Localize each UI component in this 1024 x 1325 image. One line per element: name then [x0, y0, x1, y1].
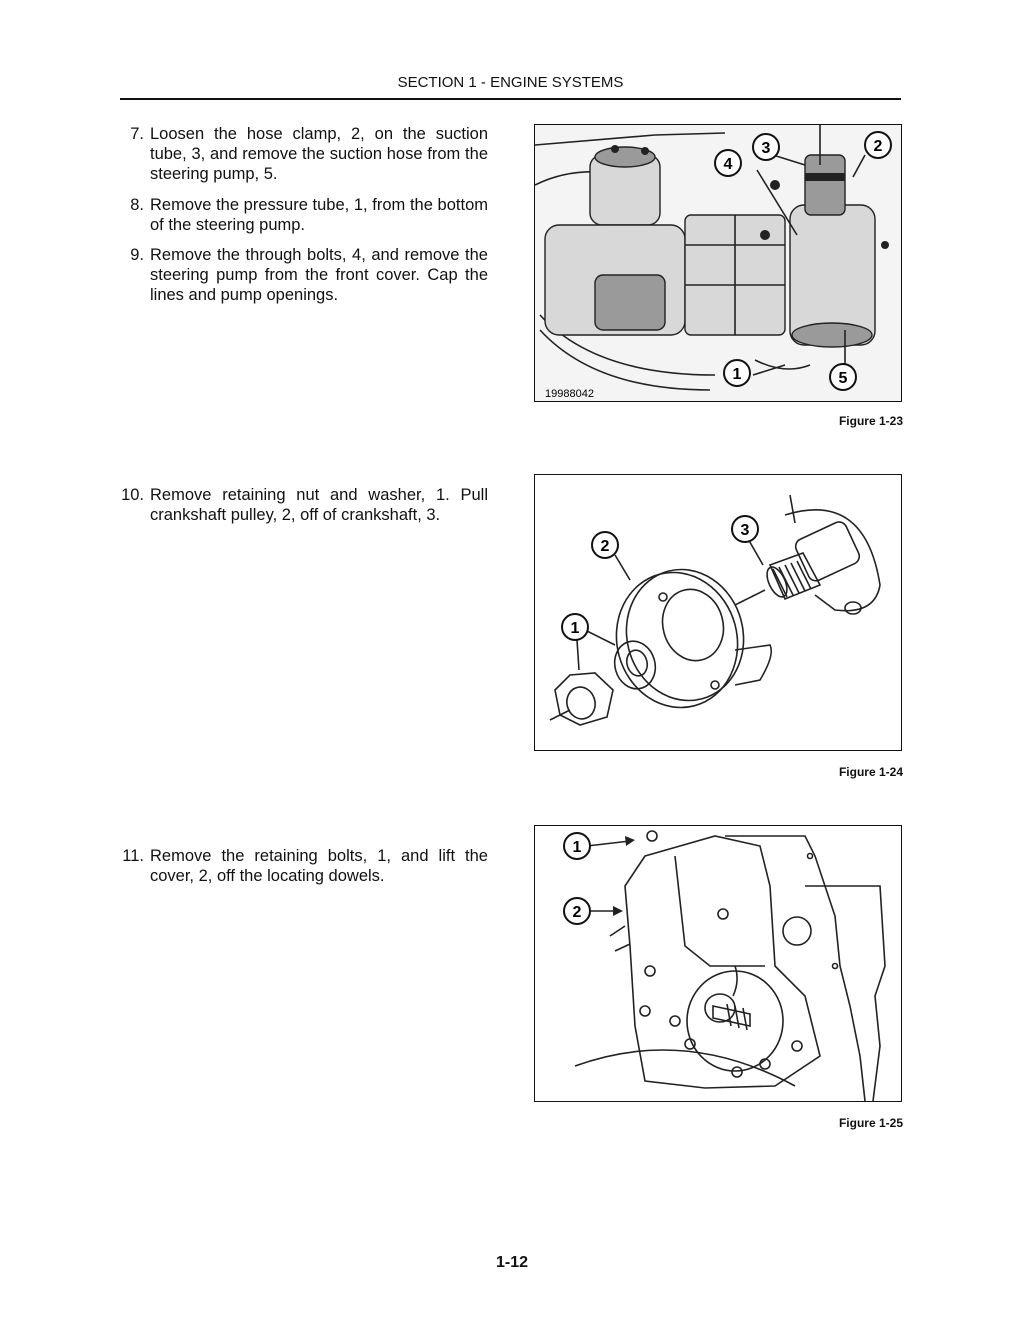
- callout-2: [592, 532, 618, 558]
- step-9: [108, 245, 488, 305]
- section-header: [120, 74, 901, 100]
- figure-1-23-caption: Figure 1-23: [838, 414, 903, 428]
- section-title: SECTION 1 - ENGINE SYSTEMS: [397, 74, 624, 91]
- svg-text:2: 2: [873, 138, 883, 155]
- svg-text:2: 2: [572, 904, 582, 921]
- image-id: 19988042: [545, 388, 594, 400]
- figure-1-24-image: [534, 474, 902, 751]
- step-text: Loosen the hose clamp, 2, on the suction tube, 3, and remove the suction hose from the steering pump, 5.: [150, 125, 488, 183]
- figure-1-25-caption: Figure 1-25: [838, 1116, 903, 1130]
- step-8: [108, 195, 488, 235]
- step-number: 8.: [130, 196, 144, 214]
- figure-1-24-caption: Figure 1-24: [838, 765, 903, 779]
- step-number: 7.: [130, 125, 144, 143]
- callout-2: [865, 132, 891, 158]
- step-text: Remove the through bolts, 4, and remove the steering pump from the front cover. Cap the lines and pump openings.: [150, 246, 488, 304]
- step-number: 11.: [122, 847, 144, 865]
- callout-1: [724, 360, 750, 386]
- svg-text:5: 5: [838, 370, 848, 387]
- svg-text:3: 3: [740, 522, 750, 539]
- callout-3: [753, 134, 779, 160]
- callout-1: [562, 614, 588, 640]
- front-cover-illustration: [535, 826, 901, 1101]
- callout-4: [715, 150, 741, 176]
- step-number: 9.: [130, 246, 144, 264]
- callout-2: [564, 898, 590, 924]
- figure-1-23-image: [534, 124, 902, 402]
- step-text: Remove retaining nut and washer, 1. Pull crankshaft pulley, 2, off of crankshaft, 3.: [150, 486, 488, 524]
- svg-text:1: 1: [732, 366, 742, 383]
- step-text: Remove the retaining bolts, 1, and lift the cover, 2, off the locating dowels.: [150, 847, 488, 885]
- callout-3: [732, 516, 758, 542]
- callout-5: [830, 364, 856, 390]
- svg-text:3: 3: [761, 140, 771, 157]
- step-7: [108, 124, 488, 184]
- callout-1: [564, 833, 590, 859]
- figure-1-25-image: [534, 825, 902, 1102]
- page-number: 1-12: [495, 1254, 529, 1271]
- svg-text:2: 2: [600, 538, 610, 555]
- step-10: [108, 485, 488, 525]
- svg-text:1: 1: [570, 620, 580, 637]
- step-number: 10.: [121, 486, 144, 504]
- steering-pump-illustration: [535, 125, 901, 401]
- svg-text:1: 1: [572, 839, 582, 856]
- step-11: [108, 846, 488, 886]
- step-text: Remove the pressure tube, 1, from the bottom of the steering pump.: [150, 196, 488, 234]
- crankshaft-pulley-illustration: [535, 475, 901, 750]
- svg-text:4: 4: [723, 156, 733, 173]
